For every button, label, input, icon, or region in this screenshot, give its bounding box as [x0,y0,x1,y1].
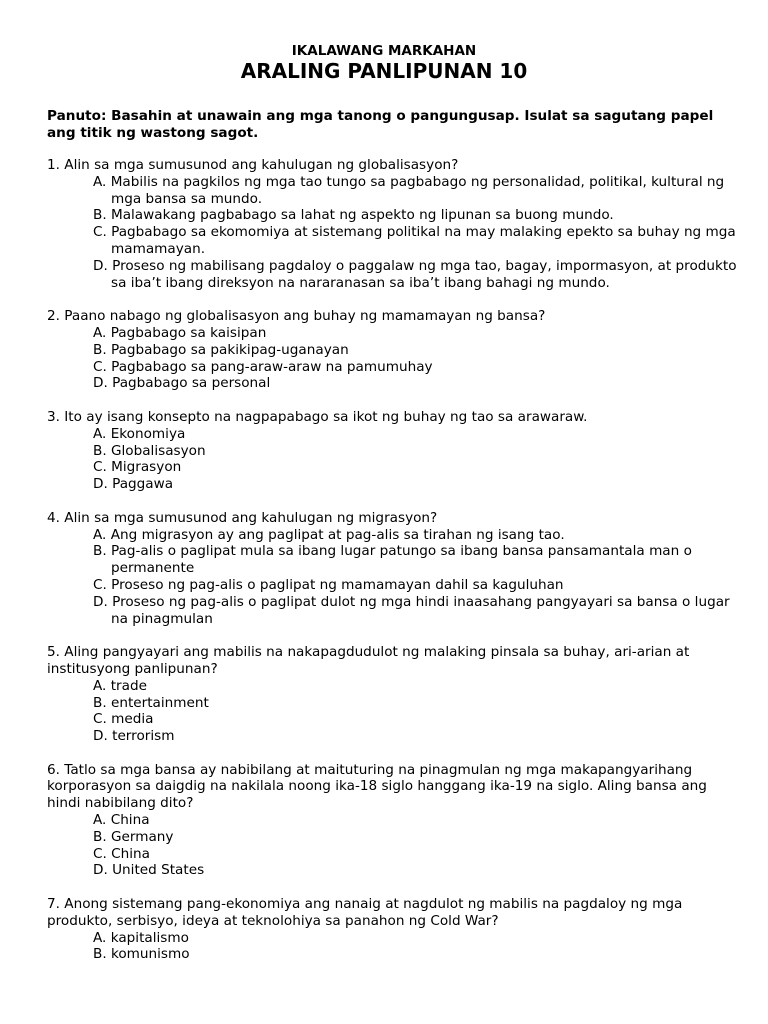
option-c: C. Migrasyon [93,459,182,476]
option-c: C. Pagbabago sa pang-araw-araw na pamumuhay [93,358,433,375]
option-a: A. Pagbabago sa kaisipan [93,324,267,341]
option-c: C. media [93,711,154,728]
option-d: D. Proseso ng pag-alis o paglipat dulot ng mga hindi inaasahang pangyayari sa bansa o lugar na pinagmulan [93,593,730,627]
instructions: Panuto: Basahin at unawain ang mga tanong o pangungusap. Isulat sa sagutang papel ang titik ng wastong sagot. [47,108,714,141]
question-2 [47,308,737,392]
question-stem: 4. Alin sa mga sumusunod ang kahulugan ng migrasyon? [47,509,438,526]
option-a: A. kapitalismo [93,929,189,946]
option-a: A. Ang migrasyon ay ang paglipat at pag-alis sa tirahan ng isang tao. [93,526,565,543]
question-stem: 6. Tatlo sa mga bansa ay nabibilang at maituturing na pinagmulan ng mga makapangyarihang korporasyon sa daigdig na nakilala noong ika-18 siglo hanggang ika-19 na siglo. Aling bansa ang hindi nabibilang dito? [47,761,707,812]
option-b: B. Globalisasyon [93,442,206,459]
option-b: B. Malawakang pagbabago sa lahat ng aspekto ng lipunan sa buong mundo. [93,207,614,224]
option-a: A. China [93,812,150,829]
question-stem: 7. Anong sistemang pang-ekonomiya ang nanaig at nagdulot ng mabilis na pagdaloy ng mga produkto, serbisyo, ideya at teknolohiya sa panahon ng Cold War? [47,896,683,929]
option-a: A. trade [93,677,147,694]
option-d: D. Paggawa [93,476,174,493]
option-d: D. Pagbabago sa personal [93,375,271,392]
option-c: C. Proseso ng pag-alis o paglipat ng mamamayan dahil sa kaguluhan [93,576,564,593]
option-d: D. terrorism [93,728,175,745]
option-b: B. Pagbabago sa pakikipag-uganayan [93,341,349,358]
question-1 [47,157,737,291]
option-c: C. Pagbabago sa ekomomiya at sistemang politikal na may malaking epekto sa buhay ng mga mamamayan. [93,224,736,257]
question-list [47,157,737,980]
option-a: A. Ekonomiya [93,425,186,442]
question-stem: 3. Ito ay isang konsepto na nagpapabago sa ikot ng buhay ng tao sa arawaraw. [47,408,588,425]
option-c: C. China [93,845,150,862]
question-7 [47,896,737,963]
question-4 [47,510,737,628]
option-b: B. komunismo [93,946,190,963]
option-d: D. United States [93,862,205,879]
quarter-heading: IKALAWANG MARKAHAN [291,43,477,59]
question-5 [47,644,737,745]
option-b: B. Germany [93,828,174,845]
question-3 [47,409,737,493]
question-stem: 2. Paano nabago ng globalisasyon ang buhay ng mamamayan ng bansa? [47,308,546,325]
option-b: B. Pag-alis o paglipat mula sa ibang lugar patungo sa ibang bansa pansamantala man o permanente [93,543,692,577]
option-a: A. Mabilis na pagkilos ng mga tao tungo sa pagbabago ng personalidad, politikal, kultural ng mga bansa sa mundo. [93,173,725,207]
question-stem: 5. Aling pangyayari ang mabilis na nakapagdudulot ng malaking pinsala sa buhay, ari-arian at institusyong panlipunan? [47,644,690,677]
subject-title: ARALING PANLIPUNAN 10 [240,59,528,83]
option-b: B. entertainment [93,694,209,711]
question-6 [47,762,737,880]
question-stem: 1. Alin sa mga sumusunod ang kahulugan ng globalisasyon? [47,157,459,173]
option-d: D. Proseso ng mabilisang pagdaloy o paggalaw ng mga tao, bagay, impormasyon, at produkto sa iba’t ibang direksyon na nararanasan sa iba’t ibang bahagi ng mundo. [93,257,737,291]
